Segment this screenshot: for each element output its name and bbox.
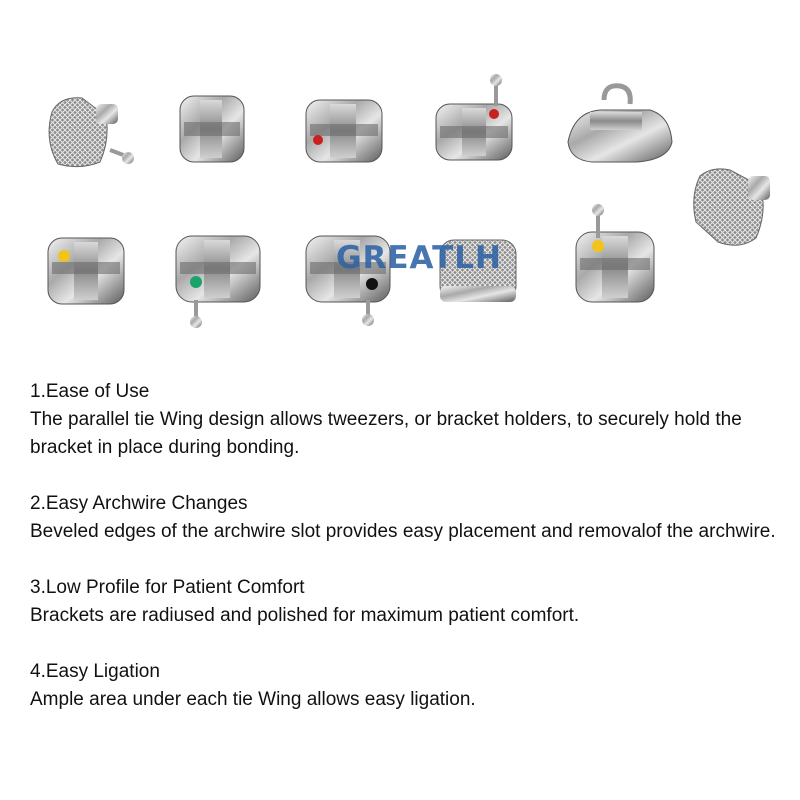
metal-bracket-side-hook <box>568 86 672 162</box>
feature-item <box>30 574 790 630</box>
feature-description: Ample area under each tie Wing allows easy ligation. <box>30 689 476 710</box>
feature-item <box>30 490 790 546</box>
feature-description: Brackets are radiused and polished for maximum patient comfort. <box>30 605 580 626</box>
metal-bracket-red-dot-hook <box>436 74 512 160</box>
metal-bracket-red-dot <box>306 100 382 162</box>
feature-list <box>30 378 790 742</box>
feature-item <box>30 378 790 462</box>
feature-title: 4.Easy Ligation <box>30 661 160 682</box>
feature-title: 1.Ease of Use <box>30 381 150 402</box>
mesh-base-bracket-tilted <box>694 169 770 245</box>
feature-description: The parallel tie Wing design allows tweezers, or bracket holders, to securely hold the bracket in place during bonding. <box>30 409 742 458</box>
brand-watermark: GREATLH <box>336 240 502 276</box>
metal-bracket-yellow-dot-hook <box>576 204 654 302</box>
feature-item <box>30 658 790 714</box>
bracket-photo <box>0 0 800 340</box>
feature-description: Beveled edges of the archwire slot provides easy placement and removalof the archwire. <box>30 521 776 542</box>
feature-title: 3.Low Profile for Patient Comfort <box>30 577 305 598</box>
feature-title: 2.Easy Archwire Changes <box>30 493 248 514</box>
metal-bracket-green-dot-hook <box>176 236 260 328</box>
metal-bracket-yellow-dot <box>48 238 124 304</box>
mesh-base-bracket-with-hook <box>49 98 134 167</box>
metal-bracket-plain <box>180 96 244 162</box>
